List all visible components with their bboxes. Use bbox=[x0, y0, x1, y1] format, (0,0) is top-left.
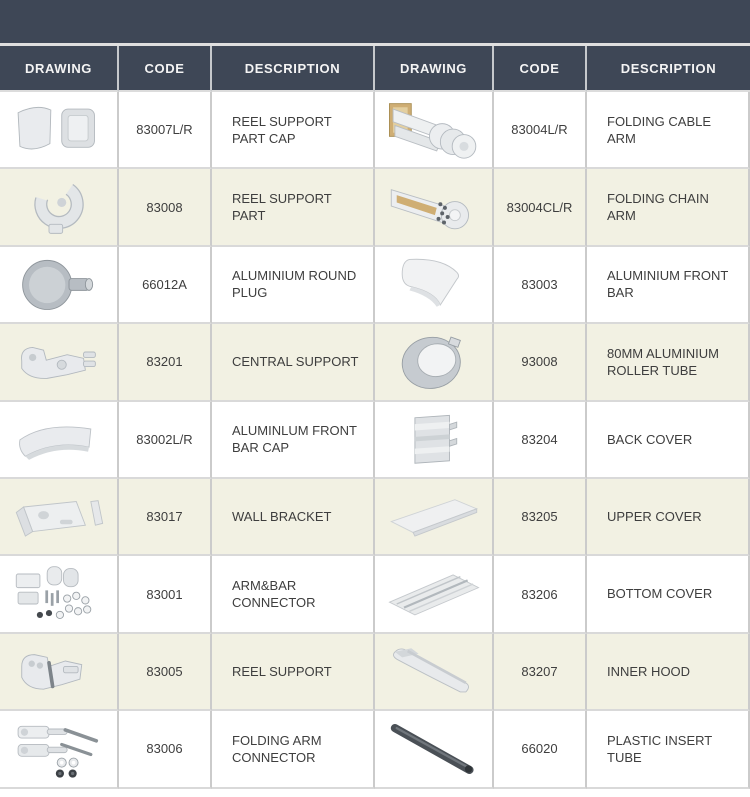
parts-table bbox=[0, 92, 750, 789]
part-description: FOLDING ARM CONNECTOR bbox=[212, 711, 375, 788]
part-code: 83004L/R bbox=[494, 92, 587, 169]
part-drawing bbox=[375, 92, 494, 169]
part-code: 83002L/R bbox=[119, 402, 212, 479]
reel-support-drawing bbox=[9, 639, 109, 703]
part-code: 83001 bbox=[119, 556, 212, 633]
part-description: REEL SUPPORT PART bbox=[212, 169, 375, 246]
part-drawing bbox=[0, 169, 119, 246]
part-code: 83007L/R bbox=[119, 92, 212, 169]
part-code: 66012A bbox=[119, 247, 212, 324]
part-drawing bbox=[0, 556, 119, 633]
part-description: FOLDING CHAIN ARM bbox=[587, 169, 750, 246]
reel-support-part-drawing bbox=[9, 175, 109, 239]
part-description: INNER HOOD bbox=[587, 634, 750, 711]
part-drawing bbox=[0, 634, 119, 711]
part-drawing bbox=[0, 402, 119, 479]
folding-cable-arm-drawing bbox=[384, 98, 484, 162]
upper-cover-drawing bbox=[384, 485, 484, 549]
part-code: 83205 bbox=[494, 479, 587, 556]
part-description: ALUMINLUM FRONT BAR CAP bbox=[212, 402, 375, 479]
part-description: ALUMINIUM FRONT BAR bbox=[587, 247, 750, 324]
part-description: BACK COVER bbox=[587, 402, 750, 479]
column-header-description-left: DESCRIPTION bbox=[212, 46, 375, 92]
top-bar bbox=[0, 0, 750, 43]
part-code: 83004CL/R bbox=[494, 169, 587, 246]
part-drawing bbox=[0, 324, 119, 401]
plastic-insert-tube-drawing bbox=[384, 717, 484, 781]
part-drawing bbox=[0, 247, 119, 324]
reel-support-part-cap-drawing bbox=[9, 98, 109, 162]
part-drawing bbox=[0, 92, 119, 169]
part-drawing bbox=[375, 479, 494, 556]
column-header-description-right: DESCRIPTION bbox=[587, 46, 750, 92]
part-drawing bbox=[375, 711, 494, 788]
central-support-drawing bbox=[9, 330, 109, 394]
part-code: 83207 bbox=[494, 634, 587, 711]
column-header-code-right: CODE bbox=[494, 46, 587, 92]
part-drawing bbox=[375, 169, 494, 246]
part-code: 83204 bbox=[494, 402, 587, 479]
part-description: REEL SUPPORT PART CAP bbox=[212, 92, 375, 169]
part-code: 93008 bbox=[494, 324, 587, 401]
folding-arm-connector-drawing bbox=[9, 717, 109, 781]
arm-and-bar-connector-drawing bbox=[9, 562, 109, 626]
column-header-drawing-left: DRAWING bbox=[0, 46, 119, 92]
part-description: ALUMINIUM ROUND PLUG bbox=[212, 247, 375, 324]
part-description: BOTTOM COVER bbox=[587, 556, 750, 633]
part-code: 83003 bbox=[494, 247, 587, 324]
aluminium-front-bar-cap-drawing bbox=[9, 407, 109, 471]
part-description: UPPER COVER bbox=[587, 479, 750, 556]
part-drawing bbox=[375, 247, 494, 324]
part-drawing bbox=[375, 556, 494, 633]
part-drawing bbox=[375, 402, 494, 479]
part-description: CENTRAL SUPPORT bbox=[212, 324, 375, 401]
part-code: 83006 bbox=[119, 711, 212, 788]
part-code: 66020 bbox=[494, 711, 587, 788]
part-drawing bbox=[375, 634, 494, 711]
part-drawing bbox=[0, 711, 119, 788]
aluminium-round-plug-drawing bbox=[9, 252, 109, 316]
inner-hood-drawing bbox=[384, 639, 484, 703]
part-code: 83017 bbox=[119, 479, 212, 556]
part-description: 80MM ALUMINIUM ROLLER TUBE bbox=[587, 324, 750, 401]
part-code: 83206 bbox=[494, 556, 587, 633]
part-code: 83008 bbox=[119, 169, 212, 246]
part-description: ARM&BAR CONNECTOR bbox=[212, 556, 375, 633]
bottom-cover-drawing bbox=[384, 562, 484, 626]
part-code: 83201 bbox=[119, 324, 212, 401]
part-description: REEL SUPPORT bbox=[212, 634, 375, 711]
part-description: FOLDING CABLE ARM bbox=[587, 92, 750, 169]
part-code: 83005 bbox=[119, 634, 212, 711]
column-header-code-left: CODE bbox=[119, 46, 212, 92]
column-header-drawing-right: DRAWING bbox=[375, 46, 494, 92]
back-cover-drawing bbox=[384, 407, 484, 471]
part-description: WALL BRACKET bbox=[212, 479, 375, 556]
part-drawing bbox=[375, 324, 494, 401]
table-header-row bbox=[0, 46, 750, 92]
part-drawing bbox=[0, 479, 119, 556]
aluminium-front-bar-drawing bbox=[384, 252, 484, 316]
wall-bracket-drawing bbox=[9, 485, 109, 549]
aluminium-roller-tube-drawing bbox=[384, 330, 484, 394]
part-description: PLASTIC INSERT TUBE bbox=[587, 711, 750, 788]
folding-chain-arm-drawing bbox=[384, 175, 484, 239]
